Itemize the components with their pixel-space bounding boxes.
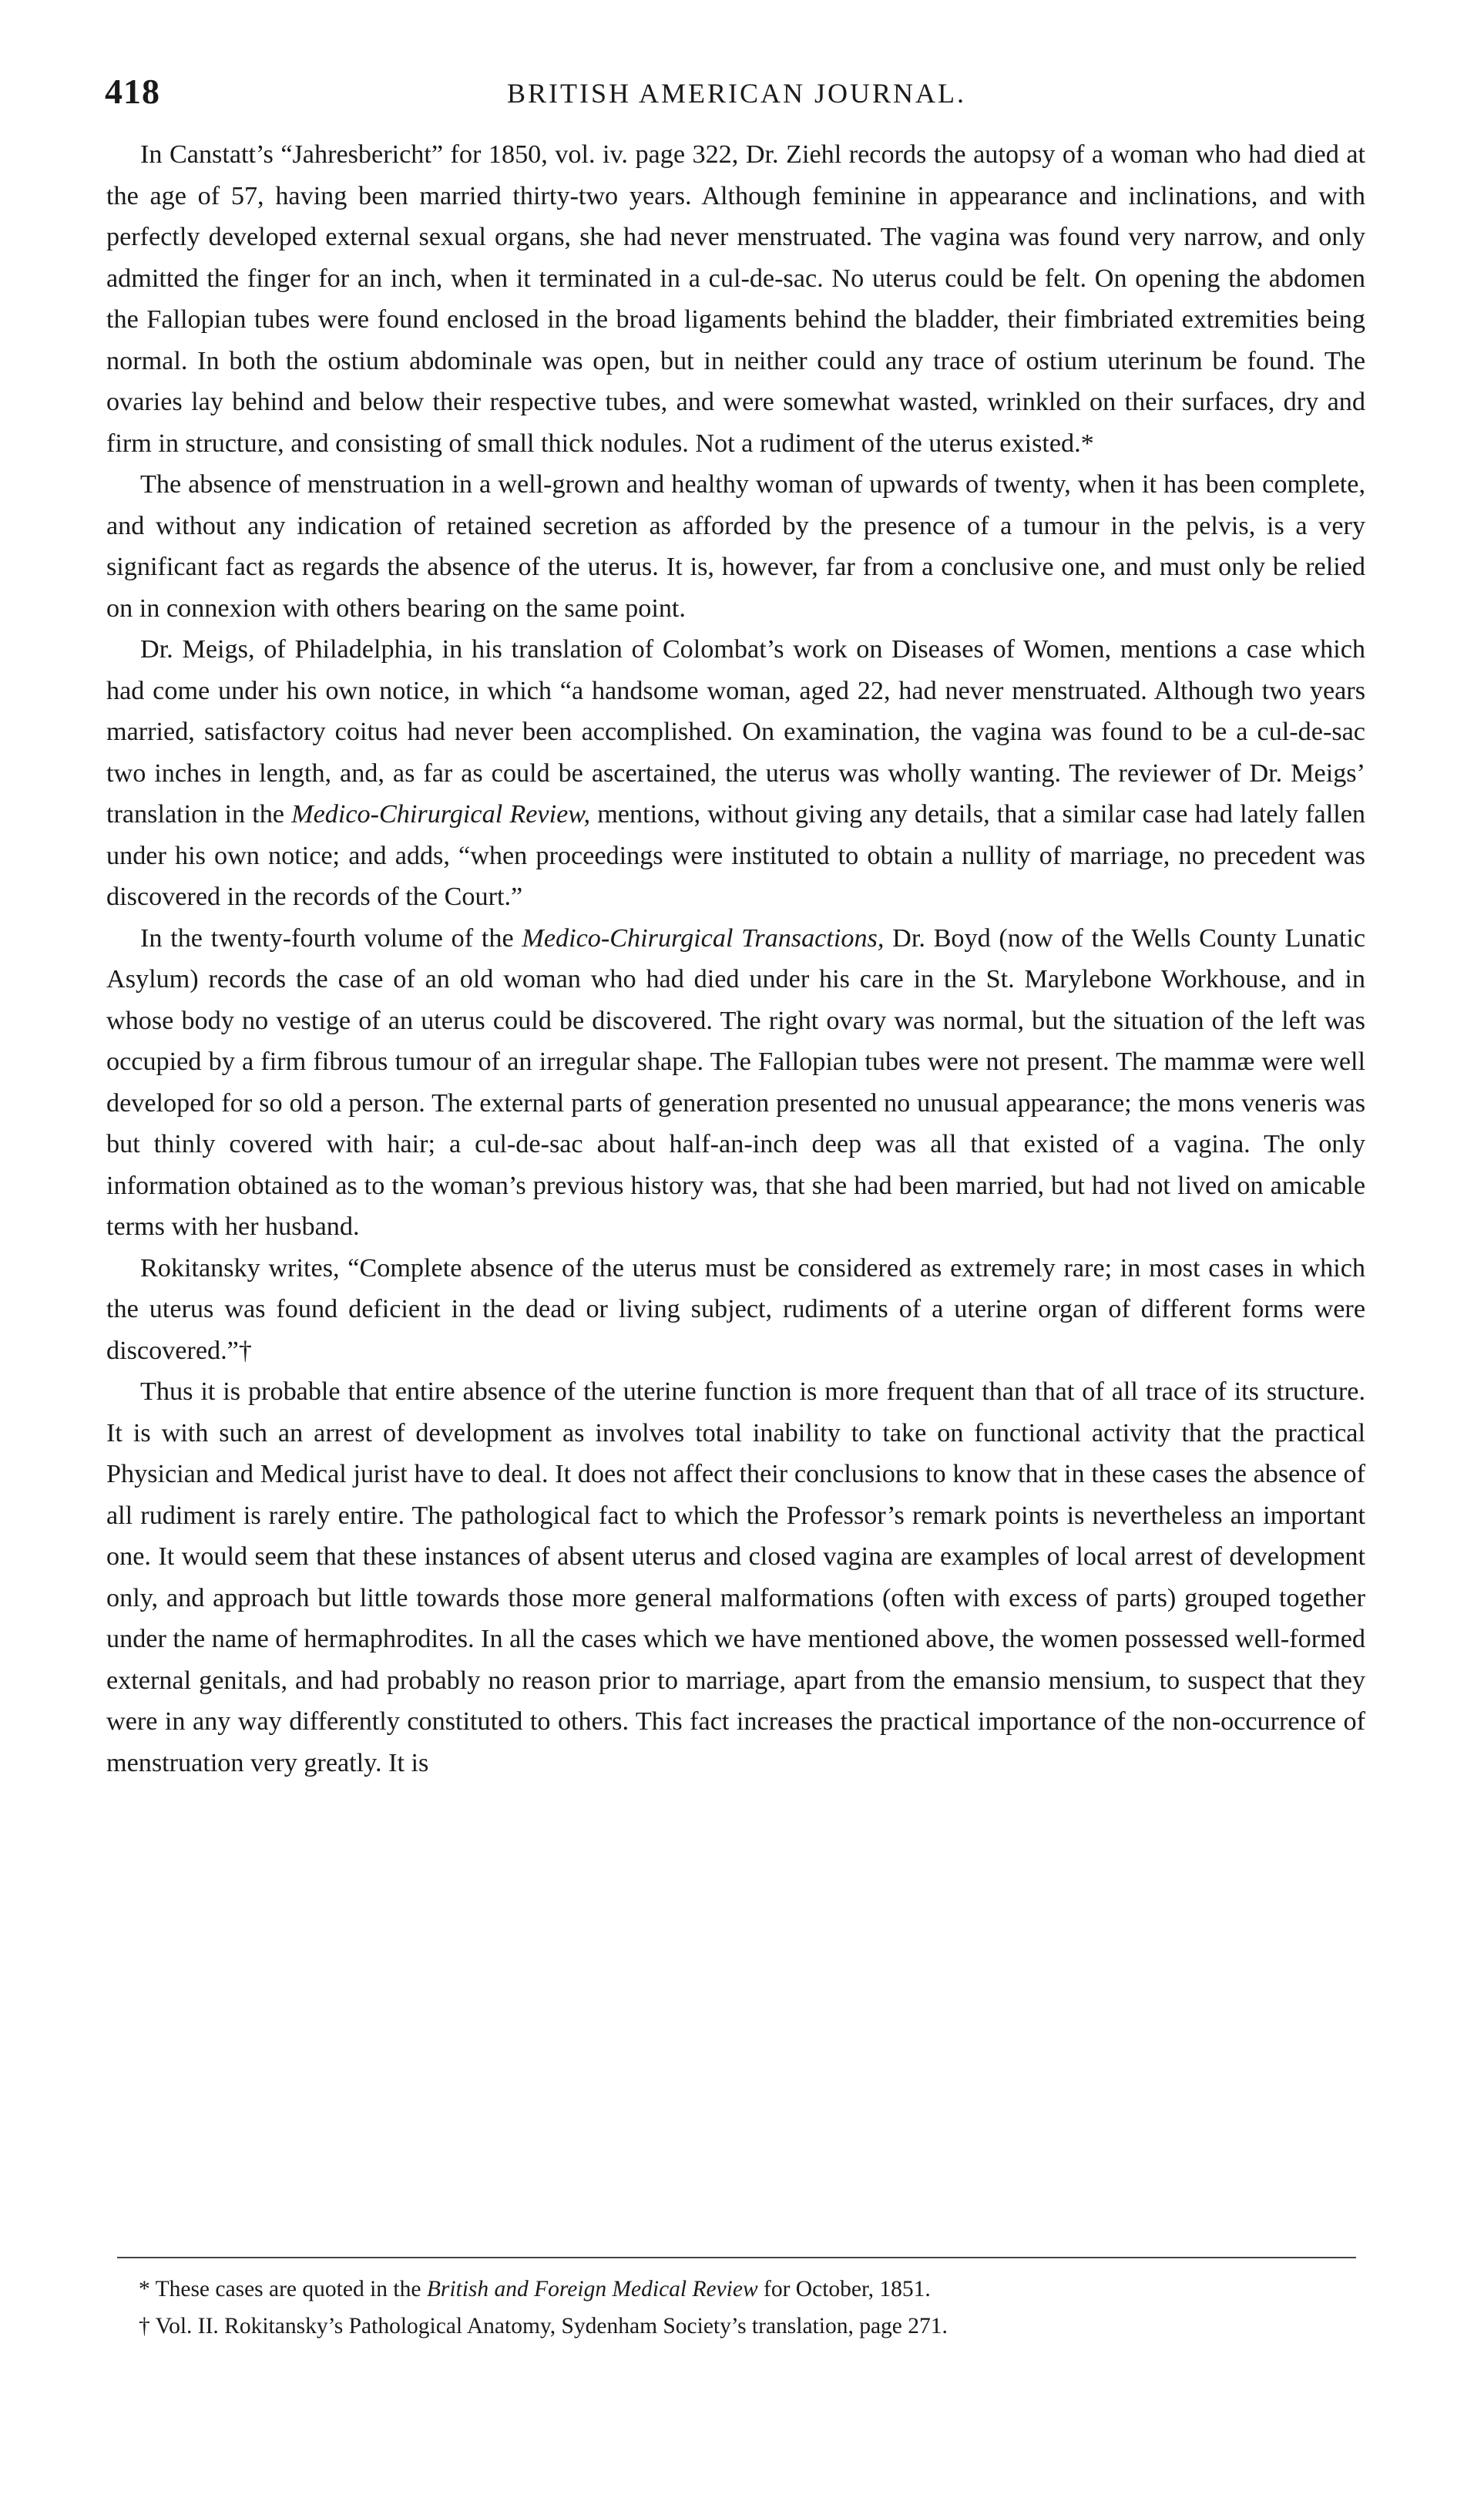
paragraph-text: Dr. Boyd (now of the Wells County Lunatic Asylum) records the case of an old woman who had died under his care in the St. Marylebone Workhouse, and in whose body no vestige of an uterus could be discovered. The right ovary was normal, but the situation of the left was occupied by a firm fibrous tumour of an irregular shape. The Fallopian tubes were not present. The mammæ were well developed for so old a person. The external parts of generation presented no unusual appearance; the mons veneris was but thinly covered with hair; a cul-de-sac about half-an-inch deep was all that existed of a vagina. The only information obtained as to the woman’s previous history was, that she had been married, but had not lived on amicable terms with her husband. — [106, 923, 1365, 1241]
paragraph-boyd-case — [106, 918, 1365, 1248]
paragraph-ziehl-autopsy: In Canstatt’s “Jahresbericht” for 1850, vol. iv. page 322, Dr. Ziehl records the autopsy of a woman who had died at the age of 57, having been married thirty-two years. Although feminine in appearance and inclinations, and with perfectly developed external sexual organs, she had never menstruated. The vagina was found very narrow, and only admitted the finger for an inch, when it terminated in a cul-de-sac. No uterus could be felt. On opening the abdomen the Fallopian tubes were found enclosed in the broad ligaments behind the bladder, their fimbriated extremities being normal. In both the ostium abdominale was open, but in neither could any trace of ostium uterinum be found. The ovaries lay behind and below their respective tubes, and were somewhat wasted, wrinkled on their surfaces, dry and firm in structure, and consisting of small thick nodules. Not a rudiment of the uterus existed.* — [106, 140, 1365, 458]
footnote-text: * These cases are quoted in the — [139, 2277, 427, 2301]
footnotes — [105, 2271, 1368, 2345]
journal-title: Medico-Chirurgical Review, — [291, 800, 591, 829]
paragraph-conclusion: Thus it is probable that entire absence of the uterine function is more frequent than that of all trace of its structure. It is with such an arrest of development as involves total inability to take on functional activity that the practical Physician and Medical jurist have to deal. It does not affect their conclusions to know that in these cases the absence of all rudiment is rarely entire. The pathological fact to which the Professor’s remark points is nevertheless an important one. It would seem that these instances of absent uterus and closed vagina are examples of local arrest of development only, and approach but little towards those more general malformations (often with excess of parts) grouped together under the name of hermaphrodites. In all the cases which we have mentioned above, the women possessed well-formed external genitals, and had probably no reason prior to marriage, apart from the emansio mensium, to suspect that they were in any way differently constituted to others. This fact increases the practical importance of the non-occurrence of menstruation very greatly. It is — [106, 1377, 1365, 1777]
article-body — [106, 134, 1365, 1784]
footnote-text: for October, 1851. — [757, 2277, 931, 2301]
footnote-asterisk — [105, 2271, 1368, 2308]
paragraph-rokitansky-quote: Rokitansky writes, “Complete absence of the uterus must be considered as extremely rare; in most cases in which the uterus was found deficient in the dead or living subject, rudiments of a uterine organ of different forms were discovered.”† — [106, 1253, 1365, 1365]
running-title: BRITISH AMERICAN JOURNAL. — [506, 78, 967, 109]
journal-title: British and Foreign Medical Review — [426, 2277, 758, 2301]
footnote-dagger: † Vol. II. Rokitansky’s Pathological Anatomy, Sydenham Society’s translation, page 271. — [139, 2314, 948, 2338]
footnote-divider — [117, 2257, 1356, 2258]
paragraph-text: In the twenty-fourth volume of the — [140, 923, 522, 953]
paragraph-absence-of-menstruation: The absence of menstruation in a well-grown and healthy woman of upwards of twenty, when it has been complete, and without any indication of retained secretion as afforded by the presence of a tumour in the pelvis, is a very significant fact as regards the absence of the uterus. It is, however, far from a conclusive one, and must only be relied on in connexion with others bearing on the same point. — [106, 470, 1365, 623]
paragraph-meigs-case — [106, 629, 1365, 918]
page-header — [105, 71, 1368, 125]
journal-title: Medico-Chirurgical Transactions, — [522, 923, 885, 953]
paragraph-text: mentions, without giving any details, that a similar case had lately fallen under his own notice; and adds, “when proceedings were instituted to obtain a nullity of marriage, no precedent was discovered in the records of the Court.” — [106, 800, 1365, 911]
page-number: 418 — [105, 72, 160, 111]
paragraph-text: Dr. Meigs, of Philadelphia, in his translation of Colombat’s work on Diseases of Women, mentions a case which had come under his own notice, in which “a handsome woman, aged 22, had never menstruated. Although two years married, satisfactory coitus had never been accomplished. On examination, the vagina was found to be a cul-de-sac two inches in length, and, as far as could be ascertained, the uterus was wholly wanting. The reviewer of Dr. Meigs’ translation in the — [106, 635, 1365, 829]
